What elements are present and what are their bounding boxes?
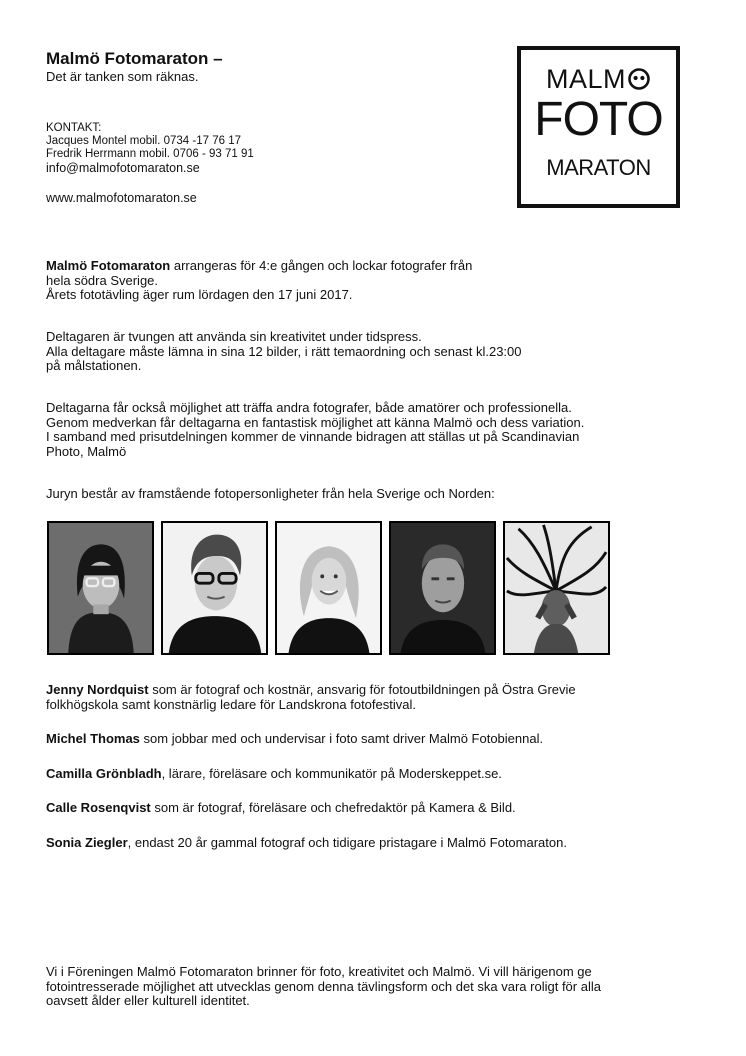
intro-line-2: hela södra Sverige. — [46, 272, 159, 288]
contact-heading: KONTAKT: — [46, 122, 102, 134]
contact-block — [46, 122, 254, 176]
logo-line-malmo — [521, 64, 676, 94]
jury-name: Michel Thomas — [46, 731, 140, 746]
jury-description: , endast 20 år gammal fotograf och tidigare pristagare i Malmö Fotomaraton. — [127, 835, 567, 850]
intro-paragraph — [46, 259, 706, 303]
closing-line-2: fotointresserade möjlighet att utvecklas genom denna tävlingsform och det ska vara roligt för alla — [46, 978, 601, 994]
contact-line-jacques: Jacques Montel mobil. 0734 -17 76 17 — [46, 135, 241, 147]
jury-photo-calle-rosenqvist — [389, 521, 496, 655]
jury-photo-row — [47, 521, 667, 655]
smiley-o-icon — [627, 67, 651, 91]
closing-line-1: Vi i Föreningen Malmö Fotomaraton brinner för foto, kreativitet och Malmö. Vi vill härigenom ge — [46, 964, 592, 979]
jury-photo-sonia-ziegler — [503, 521, 610, 655]
jury-entry-michel — [46, 732, 706, 747]
jury-description: som är fotograf, föreläsare och chefredaktör på Kamera & Bild. — [150, 800, 516, 815]
rules-line-2: Alla deltagare måste lämna in sina 12 bilder, i rätt temaordning och senast kl.23:00 — [46, 343, 522, 359]
intro-line-1: arrangeras för 4:e gången och lockar fotografer från — [170, 258, 473, 273]
benefits-line-2: Genom medverkan får deltagarna en fantastisk möjlighet att känna Malmö och dess variation. — [46, 414, 585, 430]
jury-intro: Juryn består av framstående fotopersonligheter från hela Sverige och Norden: — [46, 486, 495, 501]
intro-line-3: Årets fototävling äger rum lördagen den 17 juni 2017. — [46, 287, 353, 302]
logo-text-malm: MALM — [545, 64, 626, 94]
rules-line-3: på målstationen. — [46, 358, 142, 373]
jury-entry-jenny — [46, 683, 706, 712]
jury-name: Calle Rosenqvist — [46, 800, 151, 815]
closing-line-3: oavsett ålder eller kulturell identitet. — [46, 993, 250, 1008]
page-title: Malmö Fotomaraton – — [46, 49, 223, 68]
logo-line-maraton: MARATON — [546, 155, 651, 180]
jury-description: som jobbar med och undervisar i foto samt driver Malmö Fotobiennal. — [139, 731, 544, 746]
logo-line-foto: FOTO — [534, 93, 663, 146]
jury-description: som är fotograf och kostnär, ansvarig för fotoutbildningen på Östra Grevie — [148, 682, 576, 697]
benefits-line-4: Photo, Malmö — [46, 443, 127, 459]
benefits-line-1: Deltagarna får också möjlighet att träffa andra fotografer, både amatörer och professionella. — [46, 400, 572, 415]
jury-photo-camilla-gronbladh — [275, 521, 382, 655]
malmo-fotomaraton-logo — [517, 46, 680, 208]
jury-description: , lärare, föreläsare och kommunikatör på Moderskeppet.se. — [161, 766, 502, 781]
contact-line-fredrik: Fredrik Herrmann mobil. 0706 - 93 71 91 — [46, 148, 254, 160]
jury-photo-michel-thomas — [161, 521, 268, 655]
benefits-line-3: I samband med prisutdelningen kommer de vinnande bidragen att ställas ut på Scandinavian — [46, 429, 580, 444]
jury-name: Sonia Ziegler — [46, 835, 128, 850]
jury-entry-sonia — [46, 836, 706, 851]
jury-entry-camilla — [46, 767, 706, 782]
jury-name: Camilla Grönbladh — [46, 766, 162, 781]
rules-line-1: Deltagaren är tvungen att använda sin kreativitet under tidspress. — [46, 329, 422, 344]
intro-bold-name: Malmö Fotomaraton — [46, 258, 171, 273]
jury-entry-calle — [46, 801, 706, 816]
rules-paragraph — [46, 330, 706, 374]
jury-description-cont: folkhögskola samt konstnärlig ledare för Landskrona fotofestival. — [46, 696, 416, 712]
jury-photo-jenny-nordquist — [47, 521, 154, 655]
closing-paragraph — [46, 965, 706, 1009]
jury-name: Jenny Nordquist — [46, 682, 149, 697]
benefits-paragraph — [46, 401, 706, 459]
tagline: Det är tanken som räknas. — [46, 69, 199, 84]
contact-email-link[interactable]: info@malmofotomaraton.se — [46, 161, 200, 175]
website-link[interactable]: www.malmofotomaraton.se — [46, 191, 197, 205]
